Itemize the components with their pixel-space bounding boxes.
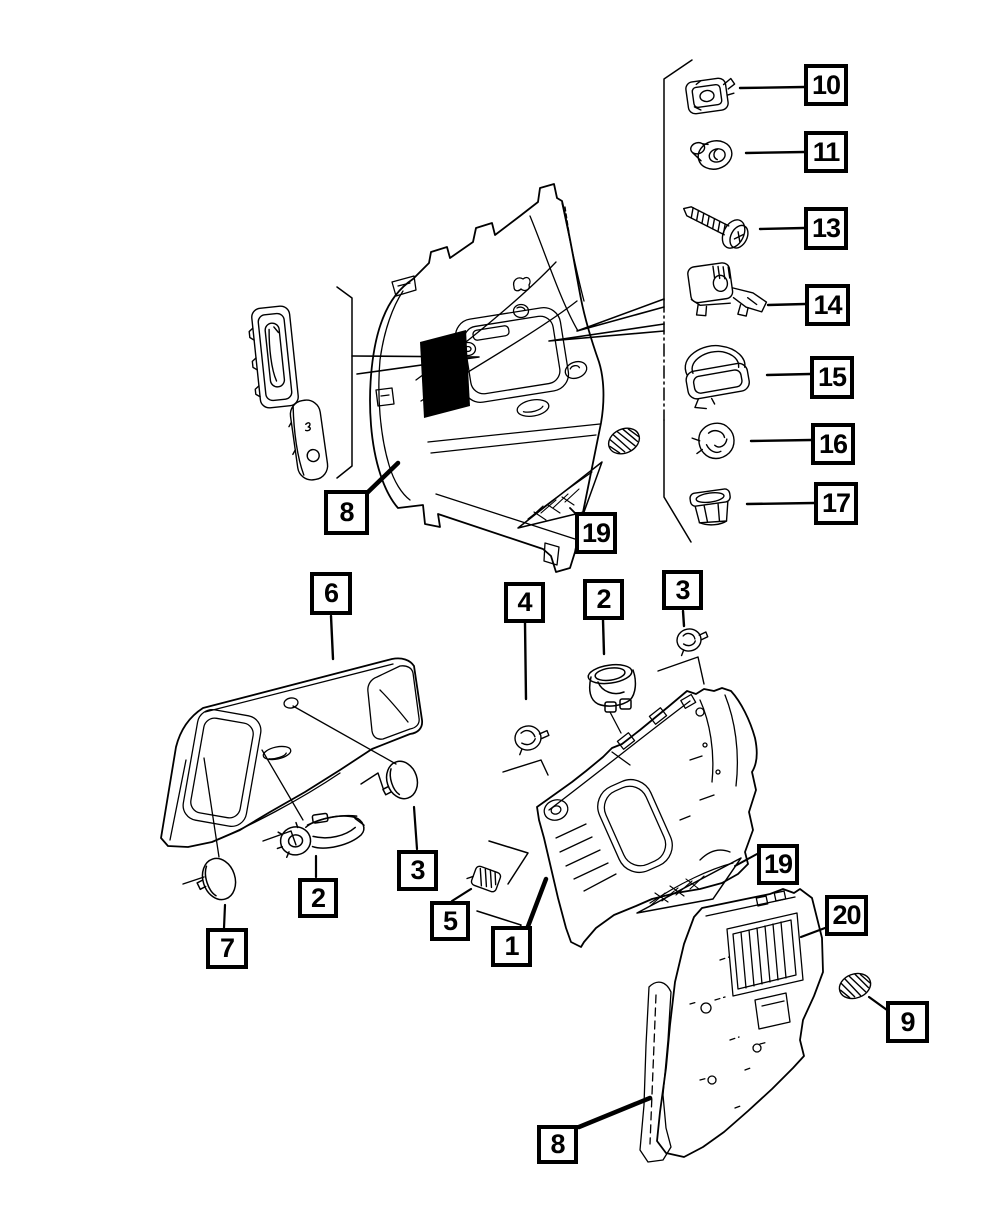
vent-lattice (727, 913, 803, 996)
callout-1[interactable]: 1 (491, 926, 532, 967)
u-nut-retainer-icon (685, 76, 804, 115)
callout-14[interactable]: 14 (805, 284, 850, 326)
pull-handle-bezel-icon (681, 340, 810, 411)
group-pointer-wedges (352, 299, 664, 374)
screw-washer-icon (677, 195, 804, 254)
callout-10[interactable]: 10 (804, 64, 848, 106)
push-pin-retainer-icon (689, 135, 804, 175)
witness-bracket-left (337, 287, 352, 478)
oval-cover-part (286, 398, 330, 482)
callout-8-upper[interactable]: 8 (324, 490, 369, 535)
callout-13[interactable]: 13 (804, 207, 848, 250)
callout-3-lower[interactable]: 3 (397, 850, 438, 891)
callout-5[interactable]: 5 (430, 901, 470, 941)
plug-cap-7 (183, 854, 241, 928)
callout-20[interactable]: 20 (825, 895, 868, 936)
plug-cap-hatched-9 (836, 969, 887, 1010)
callout-19-upper[interactable]: 19 (575, 512, 617, 554)
callout-8-lower[interactable]: 8 (537, 1125, 578, 1164)
callout-15[interactable]: 15 (810, 356, 854, 399)
quarter-trim-panel-main (477, 688, 757, 948)
quarter-trim-panel-left (161, 616, 422, 857)
callout-3-upper[interactable]: 3 (662, 570, 703, 610)
latch-striker-icon (687, 258, 805, 324)
group-bracket-line (664, 60, 692, 542)
cup-pocket (587, 620, 635, 733)
quarter-inner-panel-lower (579, 889, 825, 1162)
callout-11[interactable]: 11 (804, 131, 848, 173)
snap-ring-clip-3-top (658, 611, 710, 684)
retainer-clip-icon (690, 421, 811, 463)
callout-9[interactable]: 9 (886, 1001, 929, 1043)
plug-cap-3-bottom (361, 757, 422, 849)
push-clip-5 (452, 863, 502, 901)
quarter-trim-panel-upper (367, 184, 603, 572)
callout-16[interactable]: 16 (811, 423, 855, 465)
plug-cap-hatched-upper (604, 423, 643, 458)
callout-4[interactable]: 4 (504, 582, 545, 623)
callout-2-upper[interactable]: 2 (583, 579, 624, 620)
callout-7[interactable]: 7 (206, 928, 248, 969)
snap-ring-clip-4 (503, 623, 551, 775)
callout-6[interactable]: 6 (310, 572, 352, 615)
callout-2-lower[interactable]: 2 (298, 878, 338, 918)
vent-grille-lower (637, 854, 757, 913)
handle-bezel-part (247, 305, 299, 409)
callout-19-lower[interactable]: 19 (757, 844, 799, 885)
clip-bracket-icon (689, 488, 814, 527)
pull-cup-handle (263, 808, 367, 877)
callout-17[interactable]: 17 (814, 482, 858, 525)
